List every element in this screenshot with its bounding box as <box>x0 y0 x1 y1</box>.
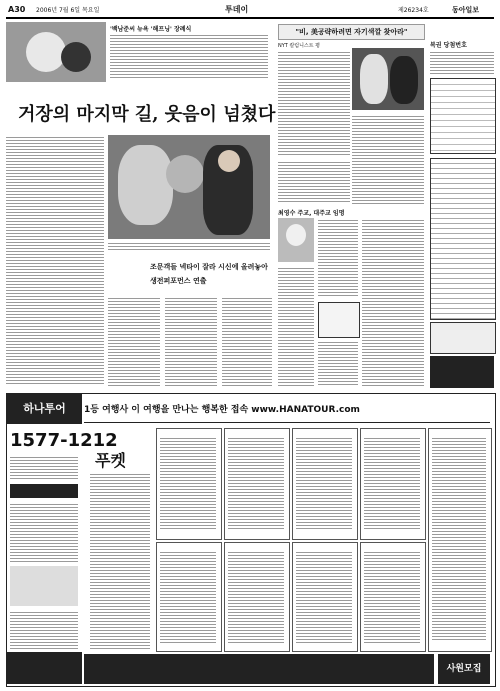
ad-box-1-text <box>160 436 216 530</box>
subhead-1: 조문객들 넥타이 잘라 시신에 올려놓아 <box>150 263 268 271</box>
ad-box-5-text <box>296 436 352 530</box>
ad-box-4-text <box>228 550 284 644</box>
ad-box-7-text <box>364 436 420 530</box>
bishop-body-1 <box>318 218 358 298</box>
right-byline: NYT 칼럼니스트 평 <box>278 43 321 49</box>
info-box <box>318 302 360 338</box>
ad-brand: 하나투어 <box>7 394 82 424</box>
singer-photo <box>352 48 424 110</box>
lotto-table <box>430 78 496 154</box>
main-headline: 거장의 마지막 길, 웃음이 넘쳤다 <box>18 104 276 125</box>
main-body-column-4 <box>222 296 272 386</box>
ad-box-3-text <box>228 436 284 530</box>
right-body-1 <box>278 50 350 155</box>
lotto-text <box>430 50 494 74</box>
ad-rule <box>84 422 490 423</box>
ad-left-text-3 <box>10 610 78 650</box>
bishop-headline: 최영수 주교, 대주교 임명 <box>278 210 345 217</box>
bishop-photo <box>278 218 314 262</box>
paper-logo: 동아일보 <box>452 6 480 14</box>
artist-photo <box>6 22 106 82</box>
page-date: 2006년 7월 6일 목요일 <box>36 7 100 14</box>
ad-footer-bar <box>84 654 434 684</box>
funeral-photo <box>108 135 270 239</box>
ad-slogan: 1등 여행사 이 여행을 만나는 행복한 접속 www.HANATOUR.com <box>84 405 360 415</box>
main-kicker: '백남준씨 뉴욕 '해프닝' 장례식 <box>110 26 192 33</box>
ad-left-text-1 <box>10 455 78 479</box>
main-body-column-2 <box>108 296 160 386</box>
page-number: A30 <box>8 5 26 14</box>
issue-number: 제26234호 <box>398 7 429 14</box>
ad-phone: 1577-1212 <box>10 430 118 451</box>
right-kicker: "비, 美공략하려면 자기색깔 찾아라" <box>278 24 425 40</box>
ad-box-2-text <box>160 550 216 644</box>
main-lead-text <box>110 33 268 79</box>
ad-feature: 푸켓 <box>95 451 126 470</box>
sidebar-ad <box>430 356 494 388</box>
subhead-2: 생전퍼포먼스 연출 <box>150 277 207 285</box>
header-rule <box>6 17 494 19</box>
bishop-body-2 <box>362 218 424 388</box>
right-body-3 <box>278 160 350 204</box>
ad-left-banner <box>10 484 78 498</box>
ad-left-text-2 <box>10 502 78 562</box>
ad-col-1 <box>90 472 150 650</box>
main-body-column-3 <box>165 296 217 386</box>
ad-box-9-text <box>432 436 486 642</box>
bishop-body-4 <box>318 340 358 386</box>
ad-left-box <box>10 566 78 606</box>
section-title: 투데이 <box>225 5 249 14</box>
ad-box-6-text <box>296 550 352 644</box>
lotto-title: 복권 당첨번호 <box>430 42 467 49</box>
sidebar-box <box>430 322 496 354</box>
photo-caption <box>108 241 270 250</box>
main-body-column-1 <box>6 135 104 385</box>
bishop-body-3 <box>278 266 314 386</box>
weather-table <box>430 158 496 320</box>
ad-left-footer <box>7 652 82 684</box>
right-body-2 <box>352 114 424 204</box>
ad-box-8-text <box>364 550 420 644</box>
ad-recruit: 사원모집 <box>438 654 490 684</box>
